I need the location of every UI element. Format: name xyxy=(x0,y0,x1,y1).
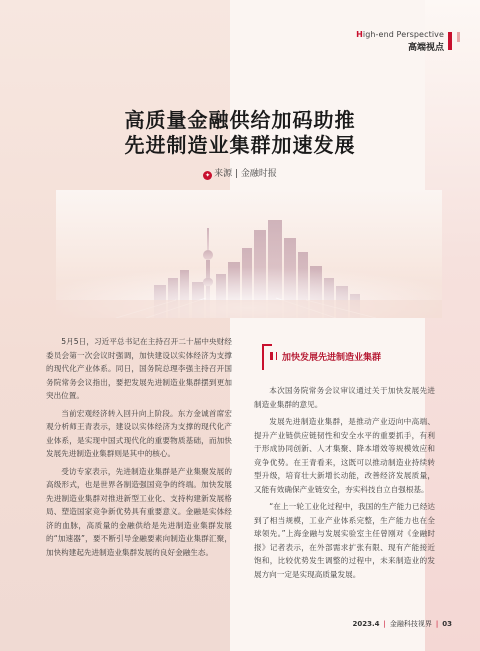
left-paragraph-2: 当前宏观经济转入回升向上阶段。东方金诚首席宏观分析师王青表示，建设以实体经济为支撑的现代化产业体系，是实现中国式现代化的重要物质基础，而加快发展先进制造业集群则是其中的核心。 xyxy=(46,408,232,458)
column-tag-bar-accent xyxy=(457,32,460,42)
section-heading-text: 加快发展先进制造业集群 xyxy=(282,353,382,363)
right-column xyxy=(254,384,435,585)
section-marker-icon xyxy=(270,352,277,360)
right-paragraph-2: 发展先进制造业集群，是推动产业迈向中高端、提升产业链供应链韧性和安全水平的重要抓手，有利于形成协同创新、人才集聚、降本增效等规模效应和竞争优势。在王青看来，这既可以推动制造业持续转型升级，培育壮大新增长动能，改善经济发展质量，又能有效确保产业链安全，夯实科技自立自强根基。 xyxy=(254,417,435,494)
left-paragraph-1: 5月5日，习近平总书记在主持召开二十届中央财经委员会第一次会议时强调，加快建设以实体经济为支撑的现代化产业体系。同日，国务院总理李强主持召开国务院常务会议指出，要把发展先进制造业集群摆到更加突出位置。 xyxy=(46,337,232,400)
footer-separator: | xyxy=(383,620,386,628)
source-icon: ✦ xyxy=(205,172,211,179)
footer-separator: | xyxy=(435,620,439,628)
city-skyline-image xyxy=(56,190,442,318)
page-footer xyxy=(353,619,452,629)
article-title xyxy=(0,108,480,158)
section-heading xyxy=(262,344,432,370)
footer-issue: 2023.4 xyxy=(352,620,380,628)
left-column xyxy=(46,335,232,563)
column-tag-cn: 高端视点 xyxy=(407,43,444,53)
footer-magazine: 金融科技视界 xyxy=(389,620,432,628)
column-tag xyxy=(356,30,444,53)
right-paragraph-1: 本次国务院常务会议审议通过关于加快发展先进制造业集群的意见。 xyxy=(254,386,435,409)
source-separator: | xyxy=(234,169,239,179)
source-label: 来源 xyxy=(214,169,233,179)
column-tag-en: High-end Perspective xyxy=(356,30,444,39)
column-tag-bar xyxy=(448,32,452,50)
left-paragraph-3: 受访专家表示，先进制造业集群是产业集聚发展的高级形式，也是世界各制造强国竞争的终端。加快发展先进制造业集群对推进新型工业化、支持构建新发展格局、塑造国家竞争新优势具有重要意义。金融是实体经济的血脉，高质量的金融供给是先进制造业集群发展的“加速器”，要不断引导金融要素向制造业集群汇聚，加快构建起先进制造业集群发展的良好金融生态。 xyxy=(46,466,232,557)
right-paragraph-3: “在上一轮工业化过程中，我国的生产能力已经达到了相当规模，工业产业体系完整，生产能力也在全球领先。”上海金融与发展实验室主任曾刚对《金融时报》记者表示，在外部需求扩张有限、现有产能接近饱和，比较优势发生调整的过程中，未来制造业的发展方向一定是实现高质量发展。 xyxy=(254,502,435,579)
section-heading-rule xyxy=(262,344,264,370)
source-name: 金融时报 xyxy=(240,169,277,179)
title-line-1: 高质量金融供给加码助推 xyxy=(124,108,356,132)
page-number: 03 xyxy=(442,620,452,628)
article-source xyxy=(0,166,480,180)
section-heading-rule-top xyxy=(262,344,272,346)
title-line-2: 先进制造业集群加速发展 xyxy=(124,133,356,157)
